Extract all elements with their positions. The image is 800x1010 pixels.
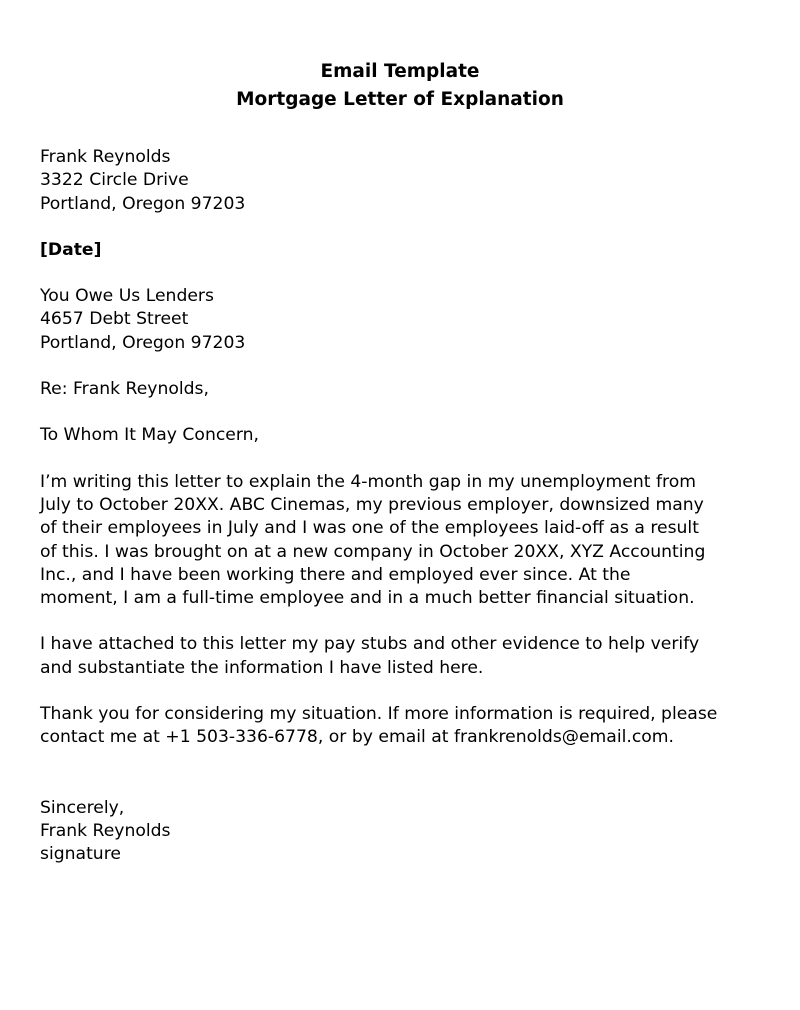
date-text: [Date] [40, 239, 102, 260]
paragraph-line: I have attached to this letter my pay stubs and other evidence to help verify [40, 634, 700, 655]
paragraph-line: July to October 20XX. ABC Cinemas, my previous employer, downsized many [40, 494, 704, 515]
body-paragraph-3 [40, 703, 770, 750]
paragraph-line: I’m writing this letter to explain the 4-month gap in my unemployment from [40, 471, 696, 492]
sender-city: Portland, Oregon 97203 [40, 193, 246, 214]
sender-name: Frank Reynolds [40, 147, 171, 167]
subject-line [40, 378, 770, 401]
recipient-name: You Owe Us Lenders [40, 286, 214, 307]
document-subtitle: Mortgage Letter of Explanation [236, 89, 564, 110]
re-text: Re: Frank Reynolds, [40, 379, 209, 400]
sender-address [40, 146, 770, 216]
paragraph-line: Inc., and I have been working there and employed ever since. At the [40, 564, 631, 585]
document-title: Email Template [320, 61, 480, 82]
sender-street: 3322 Circle Drive [40, 170, 189, 191]
salutation-text: To Whom It May Concern, [40, 425, 259, 446]
letter-header [0, 58, 800, 114]
body-paragraph-1 [40, 471, 770, 611]
closing-name: Frank Reynolds [40, 820, 171, 841]
signature-placeholder: signature [40, 844, 121, 865]
paragraph-line: Thank you for considering my situation. If more information is required, please [40, 704, 718, 725]
paragraph-line: moment, I am a full-time employee and in a much better financial situation. [40, 588, 695, 609]
date-placeholder [40, 239, 770, 262]
paragraph-line: contact me at +1 503-336-6778, or by email at frankrenolds@email.com. [40, 727, 674, 748]
closing-block [40, 797, 770, 867]
recipient-address [40, 285, 770, 355]
paragraph-line: and substantiate the information I have listed here. [40, 657, 484, 678]
recipient-street: 4657 Debt Street [40, 309, 189, 330]
salutation [40, 424, 770, 447]
recipient-city: Portland, Oregon 97203 [40, 332, 246, 353]
paragraph-line: of this. I was brought on at a new company in October 20XX, XYZ Accounting [40, 541, 706, 562]
valediction: Sincerely, [40, 797, 125, 818]
paragraph-line: of their employees in July and I was one of the employees laid-off as a result [40, 518, 699, 539]
letter-document [40, 58, 770, 867]
body-paragraph-2 [40, 633, 770, 680]
